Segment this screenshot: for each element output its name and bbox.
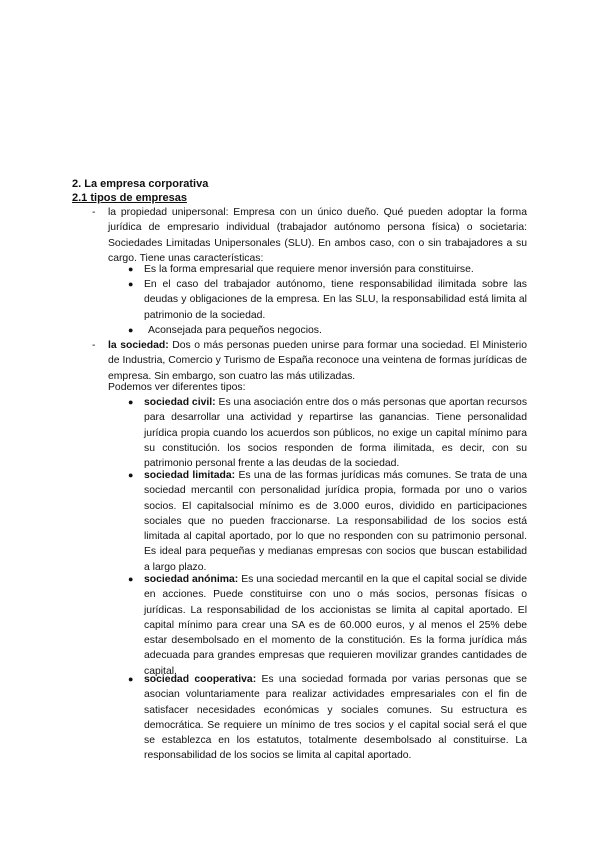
sociedad-limitada-text: Es una de las formas jurídicas más comunes. Se trata de una sociedad mercantil con personalidad jurídica propia, formada por uno o varios socios. El capitalsocial mínimo es de 3.000 euros, dividido en participaciones sociales que no pueden fraccionarse. La responsabilidad de los socios está limitada al capital aportado, por lo que no responden con su patrimonio personal. Es ideal para pequeñas y medianas empresas con socios que buscan estabilidad a largo plazo. xyxy=(144,470,528,573)
unipersonal-bullet-1: Es la forma empresarial que requiere menor inversión para constituirse. xyxy=(144,264,474,275)
sociedad-cooperativa-paragraph xyxy=(144,672,527,764)
bullet-marker: ● xyxy=(128,674,134,684)
unipersonal-bullet-2: En el caso del trabajador autónomo, tiene responsabilidad ilimitada sobre las deudas y obligaciones de la empresa. En las SLU, la responsabilidad está limita al patrimonio de la sociedad. xyxy=(144,279,527,321)
sociedad-anonima-title: sociedad anónima: xyxy=(144,574,239,585)
sociedad-anonima-paragraph xyxy=(144,572,527,679)
subsection-heading: 2.1 tipos de empresas xyxy=(72,192,187,204)
sociedad-cooperativa-text: Es una sociedad formada por varias personas que se asocian voluntariamente para realizar actividades empresariales con el fin de satisfacer necesidades económicas y sociales comunes. Su estructura es democrática. Se requiere un mínimo de tres socios y el capital social será el que se establezca en los estatutos, totalmente desembolsado al constituirse. La responsabilidad de los socios se limita al capital aportado. xyxy=(144,674,528,762)
bullet-marker: ● xyxy=(128,264,134,274)
sociedad-civil-text: Es una asociación entre dos o más personas que aportan recursos para desarrollar una actividad y repartirse las ganancias. Tiene personalidad jurídica propia cuando los acuerdos son públicos, no exige un capital mínimo para su constitución. los socios responden de forma ilimitada, es decir, con su patrimonio personal frente a las deudas de la sociedad. xyxy=(144,397,528,470)
sociedad-followup: Podemos ver diferentes tipos: xyxy=(108,382,246,393)
sociedad-limitada-title: sociedad limitada: xyxy=(144,470,236,481)
bullet-marker: ● xyxy=(128,397,134,407)
bullet-marker: ● xyxy=(128,325,134,335)
sociedad-limitada-paragraph xyxy=(144,468,527,575)
dash-marker: - xyxy=(92,207,96,218)
sociedad-cooperativa-title: sociedad cooperativa: xyxy=(144,674,257,685)
sociedad-anonima-text: Es una sociedad mercantil en la que el capital social se divide en acciones. Puede constituirse con uno o más socios, personas físicas o jurídicas. La responsabilidad de los accionistas se limita al capital aportado. El capital mínimo para crear una SA es de 60.000 euros, y al menos el 25% debe estar desembolsado en el momento de la constitución. Es la forma jurídica más adecuada para grandes empresas que requieren movilizar grandes cantidades de capital. xyxy=(144,574,527,677)
sociedad-civil-title: sociedad civil: xyxy=(144,397,216,408)
bullet-marker: ● xyxy=(128,574,134,584)
unipersonal-bullet-3: Aconsejada para pequeños negocios. xyxy=(148,325,322,336)
unipersonal-paragraph: la propiedad unipersonal: Empresa con un único dueño. Qué pueden adoptar la forma jurídica de empresario individual (trabajador autónomo persona física) o societaria: Sociedades Limitadas Unipersonales (SLU). En ambos caso, con o sin trabajadores a su cargo. Tiene unas características: xyxy=(108,207,527,264)
dash-marker: - xyxy=(92,340,96,351)
bullet-marker: ● xyxy=(128,470,134,480)
sociedad-paragraph xyxy=(108,338,527,384)
sociedad-title: la sociedad: xyxy=(108,340,169,351)
sociedad-civil-paragraph xyxy=(144,395,527,471)
section-heading: 2. La empresa corporativa xyxy=(72,178,209,190)
sociedad-text: Dos o más personas pueden unirse para formar una sociedad. El Ministerio de Industria, Comercio y Turismo de España reconoce una veintena de formas jurídicas de empresa. Sin embargo, son cuatro las más utilizadas. xyxy=(108,340,527,382)
bullet-marker: ● xyxy=(128,279,134,289)
